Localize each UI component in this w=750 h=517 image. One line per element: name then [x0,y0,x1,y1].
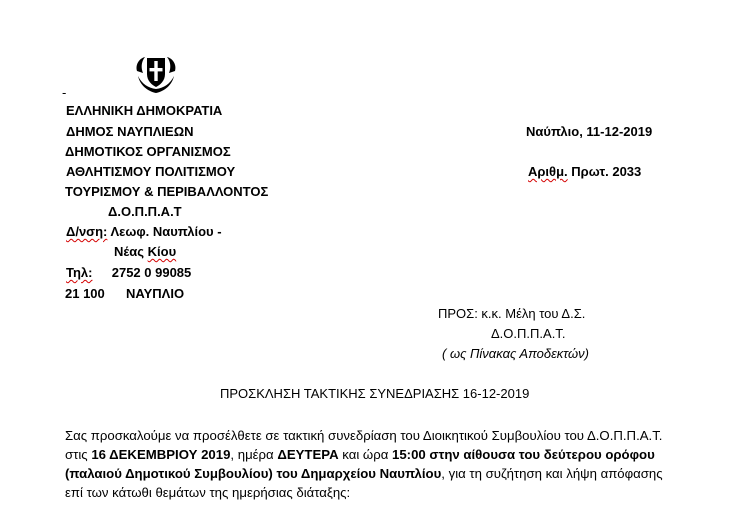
header-dash: - [62,85,67,100]
address-label: Δ/νση: [66,224,108,239]
postal-city: ΝΑΥΠΛΙΟ [126,286,185,301]
protocol-label: Αριθμ. [528,164,568,179]
body-part1: Σας προσκαλούμε να προσέλθετε σε τακτική συνεδρίαση του Διοικητικού Συμβουλίου του Δ.Ο.Π.Π.Α.Τ. στις [65,428,663,462]
meeting-date: 16 ΔΕΚΕΜΒΡΙΟΥ 2019 [91,447,231,462]
phone-label: Τηλ: [66,265,93,280]
recipients-line2: Δ.Ο.Π.Π.Α.Τ. [491,326,566,341]
header-address [66,224,222,240]
header-phone [66,265,191,281]
postal-code: 21 100 [65,286,105,301]
address-line2-b: Κίου [147,244,177,259]
recipients-line3: ( ως Πίνακας Αποδεκτών) [442,346,589,361]
header-republic: ΕΛΛΗΝΙΚΗ ΔΗΜΟΚΡΑΤΙΑ [66,103,223,118]
address-line2-a: Νέας [114,244,145,259]
header-address-line2 [114,244,176,260]
header-postal [65,286,184,302]
header-org-line3: ΤΟΥΡΙΣΜΟΥ & ΠΕΡΙΒΑΛΛΟΝΤΟΣ [65,184,269,199]
header-municipality: ΔΗΜΟΣ ΝΑΥΠΛΙΕΩΝ [66,124,194,139]
place-date: Ναύπλιο, 11-12-2019 [526,124,653,139]
body-part3: , ημέρα [230,447,278,462]
body-part9: , για τη συζήτηση και λήψη απόφασης επί των κάτωθι θεμάτων της ημερήσιας διάταξης: [65,466,663,500]
address-line1: Λεωφ. Ναυπλίου - [110,224,222,239]
phone-number: 2752 0 99085 [111,265,192,280]
protocol-number [528,164,641,180]
meeting-location: στην αίθουσα του δεύτερου ορόφου (παλαιού Δημοτικού Συμβουλίου) του Δημαρχείου Ναυπλίου [65,447,655,481]
body-part5: και ώρα [338,447,393,462]
meeting-day: ΔΕΥΤΕΡΑ [277,447,339,462]
document-title: ΠΡΟΣΚΛΗΣΗ ΤΑΚΤΙΚΗΣ ΣΥΝΕΔΡΙΑΣΗΣ 16-12-2019 [220,386,530,401]
invitation-paragraph [65,426,677,502]
meeting-time: 15:00 [392,447,426,462]
header-org-line2: ΑΘΛΗΤΙΣΜΟΥ ΠΟΛΙΤΙΣΜΟΥ [66,164,236,179]
recipients-line1: ΠΡΟΣ: κ.κ. Μέλη του Δ.Σ. [438,306,586,321]
coat-of-arms-emblem [134,54,178,94]
header-org-line1: ΔΗΜΟΤΙΚΟΣ ΟΡΓΑΝΙΣΜΟΣ [65,144,231,159]
header-org-acronym: Δ.Ο.Π.Π.Α.Τ [108,204,182,219]
protocol-rest: Πρωτ. 2033 [571,164,642,179]
